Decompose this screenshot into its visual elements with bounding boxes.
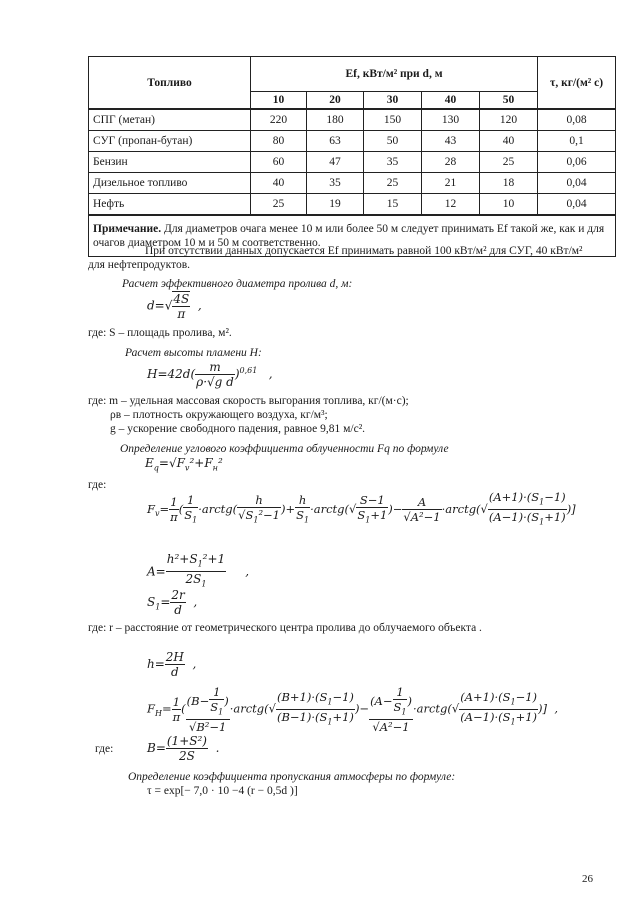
cell-value: 25 [480,152,538,173]
header-fuel: Топливо [89,57,251,110]
heading-tau: Определение коэффициента пропускания атмосферы по формуле: [128,771,456,783]
cell-value: 25 [251,194,307,216]
formula-flame: H=42d( $\frac{m}{\text{ρ·√g d}}$ )$^{0,61}$ , [147,360,273,389]
fuel-table [88,56,616,257]
fuel-name: СУГ (пропан-бутан) [89,131,251,152]
formula-a: A= $\frac{h^2+S_1^2+1}{2S_1}$ , [147,552,249,592]
header-d: 30 [364,92,422,110]
cell-value: 28 [422,152,480,173]
cell-value: 120 [480,109,538,131]
page-number: 26 [582,873,593,885]
formula-diameter: d=√ $\frac{4S}{\pi}$ , [147,292,202,321]
cell-tau: 0,1 [538,131,616,152]
cell-value: 43 [422,131,480,152]
cell-value: 40 [251,173,307,194]
cell-value: 40 [480,131,538,152]
cell-value: 12 [422,194,480,216]
cell-value: 150 [364,109,422,131]
cell-value: 15 [364,194,422,216]
where-m: где: m – удельная массовая скорость выгорания топлива, кг/(м·с); [88,395,409,407]
where-g: g – ускорение свободного падения, равное 9,81 м/с². [110,423,366,435]
header-d: 40 [422,92,480,110]
formula-h: h= $\frac{2H}{d}$ , [147,650,197,679]
table-row [89,109,616,131]
fuel-name: Нефть [89,194,251,216]
fuel-name: Дизельное топливо [89,173,251,194]
formula-s1: $S_1=$ $\frac{2r}{d}$ , [147,588,198,617]
cell-tau: 0,06 [538,152,616,173]
cell-value: 10 [480,194,538,216]
cell-tau: 0,04 [538,173,616,194]
table-row [89,173,616,194]
note-label: Примечание. [93,223,162,235]
formula-b: B= $\frac{\text{(1+S²)}}{2S}$ . [147,734,220,763]
formula-fq: $E_q=√F_v^2+F_н^2$ [145,456,223,473]
cell-value: 47 [307,152,364,173]
cell-value: 130 [422,109,480,131]
formula-tau: τ = exp[− 7,0 · 10 −4 (r − 0,5d )] [147,785,298,797]
cell-value: 18 [480,173,538,194]
where-s: где: S – площадь пролива, м². [88,327,232,339]
fuel-name: Бензин [89,152,251,173]
header-tau: τ, кг/(м² с) [538,57,616,110]
header-d: 50 [480,92,538,110]
formula-fv: $F_v=$ $\frac{1}{\pi}$ ( $\frac{1}{S_1}$ ·arctg( $\frac{h}{√S_1^2-1}$ )+ $\frac{h}{S_1}$ ·arctg(√ $\frac{S-1}{S_1+1}$ )− $\frac{A}{\text{√A²−1}}$ ·arctg(√ $\frac{(A+1)\cdot(S_1-1)}{(A-1)\cdot(S_1+1)}$ )] [147,490,576,530]
where-label: где: [88,479,107,491]
cell-value: 63 [307,131,364,152]
where-r: где: r – расстояние от геометрического центра пролива до облучаемого объекта . [88,622,482,634]
formula-fh: $F_H=$ $\frac{1}{\pi}$ ( (B− $\frac{1}{S_1}$ ) √B²−1 ·arctg(√ $\frac{(B+1)\cdot(S_1-1)}{(B-1)\cdot(S_1+1)}$ )− (A− $\frac{1}{S_1}$ ) √A²−1 ·arctg(√ $\frac{(A+1)\cdot(S_1-1)}{(A-1)\cdot(S_1+1)}$ )] , [147,685,558,735]
header-ef: Ef, кВт/м² при d, м [251,57,538,92]
table-row [89,194,616,216]
header-d: 10 [251,92,307,110]
header-d: 20 [307,92,364,110]
cell-value: 60 [251,152,307,173]
paragraph-line: При отсутствии данных допускается Ef принимать равной 100 кВт/м² для СУГ, 40 кВт/м² [145,245,583,257]
cell-value: 50 [364,131,422,152]
cell-tau: 0,04 [538,194,616,216]
cell-value: 35 [364,152,422,173]
heading-fq: Определение углового коэффициента облученности Fq по формуле [120,443,449,455]
cell-value: 21 [422,173,480,194]
note-text: Для диаметров очага менее 10 м или более 50 м следует принимать Ef такой же, как и для очагов диаметром 10 м и 50 м соответственно. [93,223,605,249]
where-label: где: [95,743,114,755]
paragraph-line: для нефтепродуктов. [88,259,191,271]
table-row [89,152,616,173]
cell-value: 180 [307,109,364,131]
cell-value: 220 [251,109,307,131]
table-row [89,131,616,152]
cell-value: 19 [307,194,364,216]
where-rho: ρв – плотность окружающего воздуха, кг/м³; [110,409,328,421]
fuel-name: СПГ (метан) [89,109,251,131]
cell-tau: 0,08 [538,109,616,131]
heading-flame: Расчет высоты пламени H: [125,347,262,359]
cell-value: 25 [364,173,422,194]
cell-value: 80 [251,131,307,152]
heading-diameter: Расчет эффективного диаметра пролива d, м: [122,278,353,290]
cell-value: 35 [307,173,364,194]
